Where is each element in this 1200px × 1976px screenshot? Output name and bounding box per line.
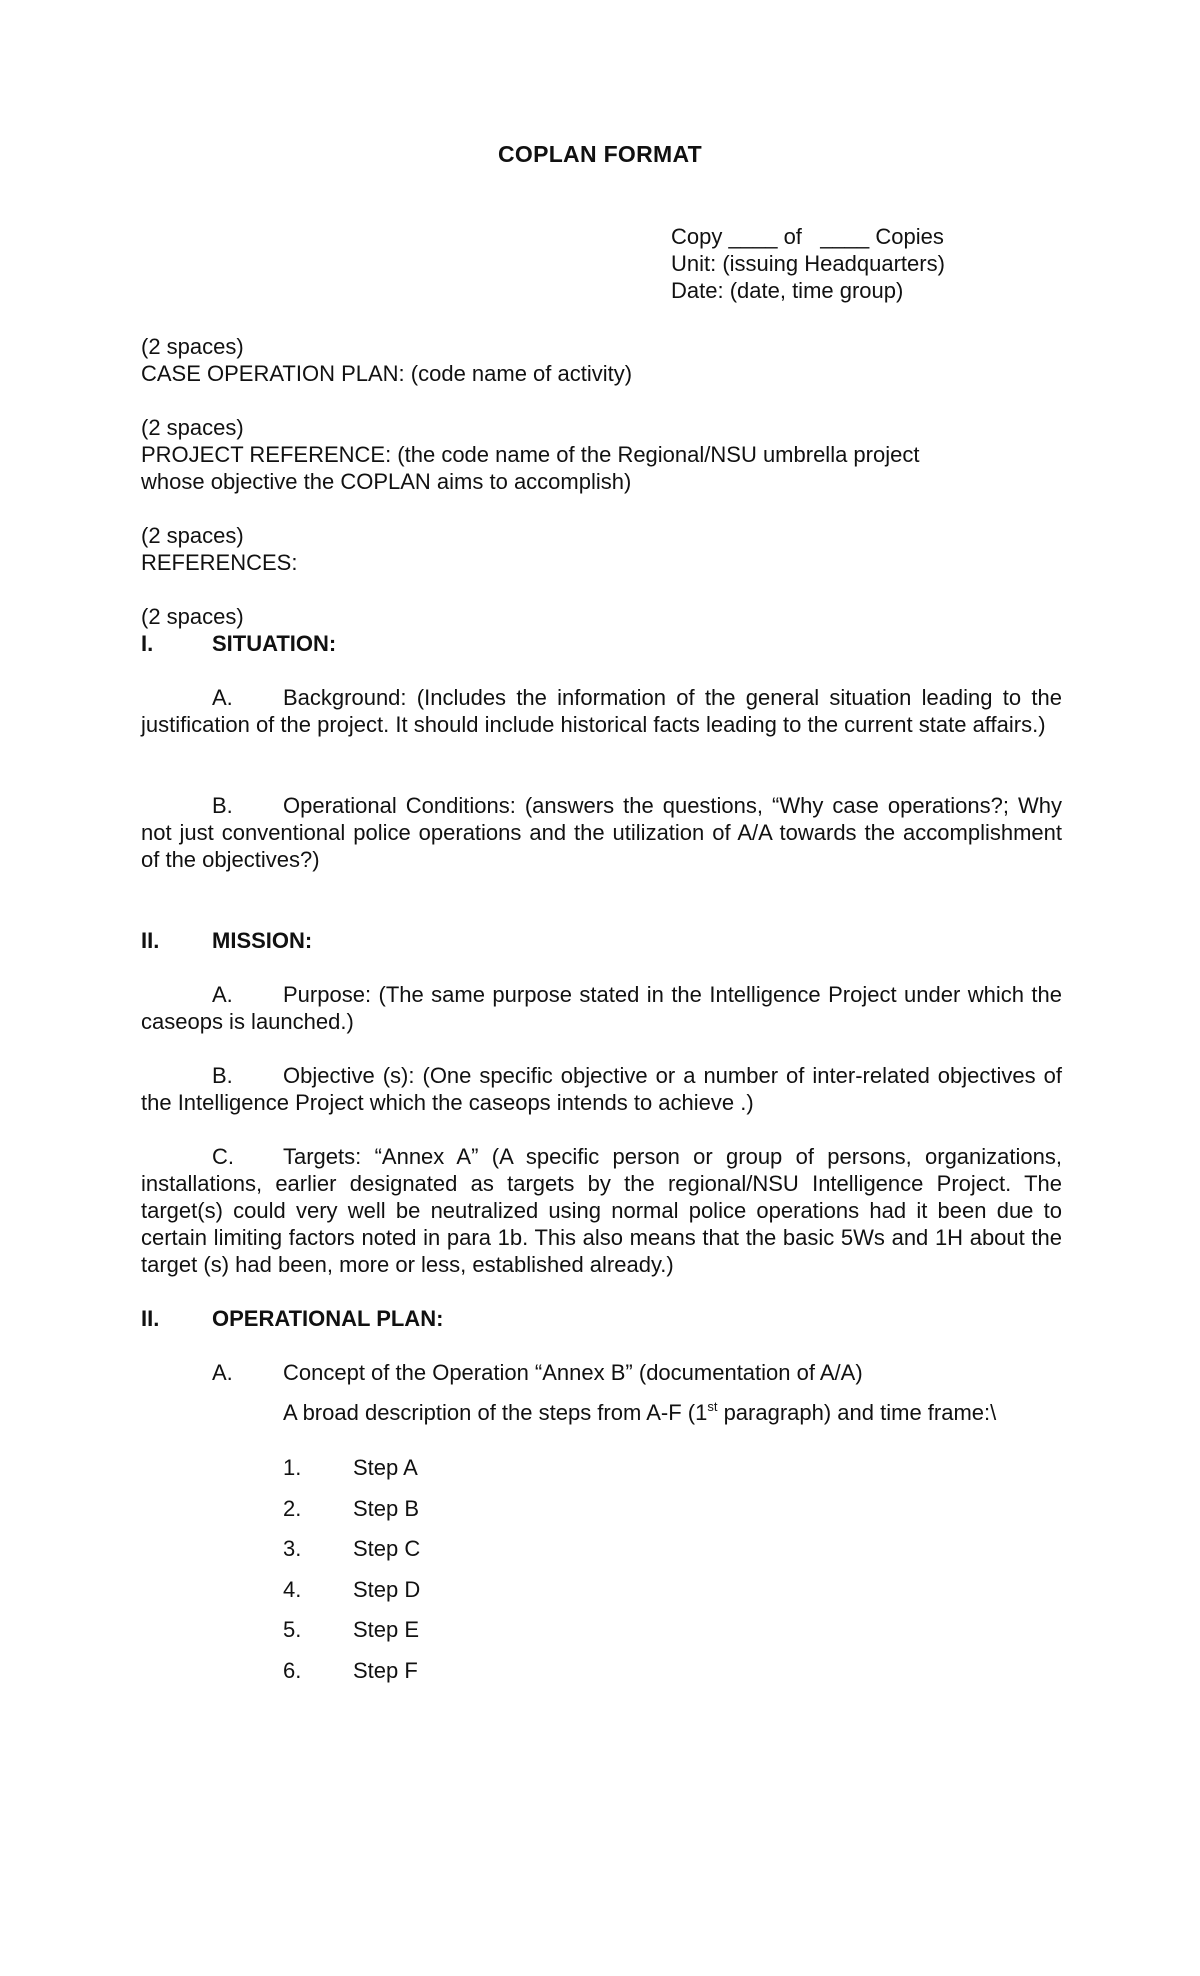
section-number: I. bbox=[141, 631, 154, 656]
step-number: 4. bbox=[283, 1576, 302, 1602]
step-list-item bbox=[283, 1616, 419, 1643]
paragraph-text: Operational Conditions: (answers the questions, “Why case operations?; Why not just conventional police operations and the utilization of A/A towards the accomplishment of the objectives?) bbox=[141, 793, 1062, 872]
spacer-note: (2 spaces) bbox=[141, 523, 244, 548]
step-number: 2. bbox=[283, 1495, 302, 1521]
spacer-note: (2 spaces) bbox=[141, 415, 244, 440]
section-heading-operational-plan bbox=[141, 1305, 1062, 1332]
paragraph-purpose bbox=[141, 981, 1062, 1035]
section-label: OPERATIONAL PLAN: bbox=[212, 1306, 444, 1331]
step-number: 6. bbox=[283, 1657, 302, 1683]
paragraph-background bbox=[141, 684, 1062, 738]
paragraph-text: Objective (s): (One specific objective or a number of inter-related objectives of the Intelligence Project which the caseops intends to achieve .) bbox=[141, 1063, 1062, 1115]
spacer-note: (2 spaces) bbox=[141, 334, 244, 359]
step-label: Step C bbox=[353, 1536, 421, 1561]
item-letter: A. bbox=[212, 982, 233, 1007]
step-label: Step B bbox=[353, 1495, 420, 1521]
step-list-item bbox=[283, 1576, 420, 1603]
item-letter: A. bbox=[212, 1360, 233, 1385]
paragraph-text: Concept of the Operation “Annex B” (documentation of A/A) bbox=[283, 1360, 863, 1385]
paragraph-text: Purpose: (The same purpose stated in the Intelligence Project under which the caseops is launched.) bbox=[141, 982, 1062, 1034]
section-label: MISSION: bbox=[212, 928, 313, 953]
copies-label: Copies bbox=[875, 224, 944, 249]
copies-total-blank: ____ bbox=[808, 224, 870, 249]
copy-line bbox=[671, 223, 1091, 250]
step-list-item bbox=[283, 1454, 418, 1481]
item-letter: C. bbox=[212, 1144, 234, 1169]
step-list-item bbox=[283, 1535, 420, 1562]
project-reference-line-2: whose objective the COPLAN aims to accomplish) bbox=[141, 469, 632, 494]
case-operation-plan-line: CASE OPERATION PLAN: (code name of activity) bbox=[141, 361, 633, 386]
section-label: SITUATION: bbox=[212, 631, 337, 656]
references-line: REFERENCES: bbox=[141, 550, 298, 575]
description-text: A broad description of the steps from A-F (1 bbox=[283, 1400, 708, 1425]
paragraph-text: Background: (Includes the information of the general situation leading to the justification of the project. It should include historical facts leading to the current state affairs.) bbox=[141, 685, 1062, 737]
of-label: of bbox=[783, 224, 802, 249]
section-heading-situation bbox=[141, 630, 1062, 657]
description-text: paragraph) and time frame:\ bbox=[717, 1400, 997, 1425]
paragraph-text: Targets: “Annex A” (A specific person or group of persons, organizations, installations, earlier designated as targets by the regional/NSU Intelligence Project. The target(s) could very well be neutralized using normal police operations had it been due to certain limiting factors noted in para 1b. This also means that the basic 5Ws and 1H about the target (s) had been, more or less, established already.) bbox=[141, 1144, 1062, 1277]
item-letter: A. bbox=[212, 685, 233, 710]
date-line: Date: (date, time group) bbox=[671, 278, 904, 303]
item-letter: B. bbox=[212, 793, 233, 818]
step-label: Step F bbox=[353, 1657, 418, 1683]
step-list-item bbox=[283, 1495, 419, 1522]
step-label: Step E bbox=[353, 1617, 420, 1642]
step-label: Step A bbox=[353, 1455, 418, 1480]
ordinal-superscript: st bbox=[707, 1398, 718, 1414]
section-number: II. bbox=[141, 928, 160, 953]
copy-number-blank: ____ bbox=[728, 224, 778, 249]
paragraph-targets bbox=[141, 1143, 1062, 1278]
project-reference-line-1: PROJECT REFERENCE: (the code name of the Regional/NSU umbrella project bbox=[141, 442, 920, 467]
step-number: 5. bbox=[283, 1617, 302, 1642]
paragraph-operational-conditions bbox=[141, 792, 1062, 873]
section-heading-mission bbox=[141, 927, 1062, 954]
paragraph-objective bbox=[141, 1062, 1062, 1116]
copy-header-block bbox=[671, 223, 1091, 304]
section-number: II. bbox=[141, 1306, 160, 1331]
copy-label: Copy bbox=[671, 224, 723, 249]
step-label: Step D bbox=[353, 1576, 421, 1602]
concept-of-operation-line bbox=[141, 1359, 1062, 1386]
document-title: COPLAN FORMAT bbox=[497, 141, 703, 167]
step-number: 1. bbox=[283, 1455, 302, 1480]
unit-line: Unit: (issuing Headquarters) bbox=[671, 251, 945, 276]
step-number: 3. bbox=[283, 1536, 302, 1561]
step-list-item bbox=[283, 1657, 418, 1684]
item-letter: B. bbox=[212, 1063, 233, 1088]
spacer-note: (2 spaces) bbox=[141, 604, 244, 629]
broad-description-line bbox=[283, 1399, 1083, 1426]
